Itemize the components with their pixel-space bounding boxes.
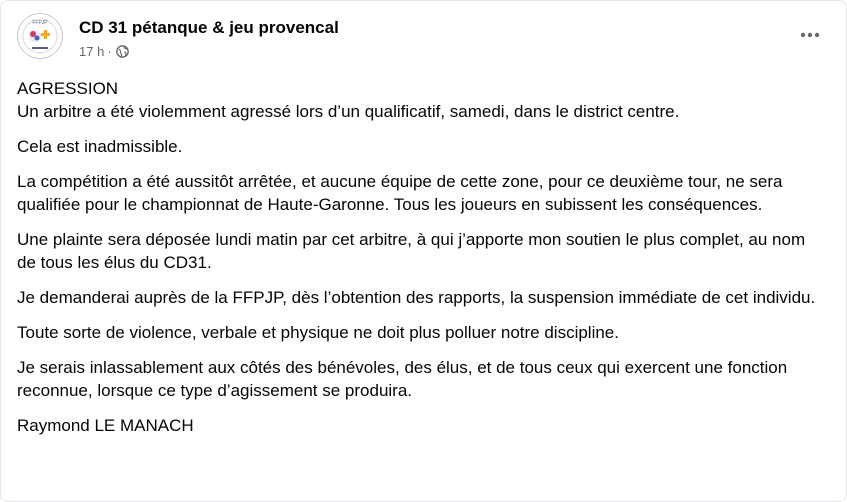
post-paragraph: Toute sorte de violence, verbale et physique ne doit plus polluer notre discipline. (17, 323, 619, 342)
post-paragraph (17, 77, 827, 123)
avatar-logo-text: FFPJP (32, 20, 48, 26)
post-paragraph-text: Un arbitre a été violemment agressé lors d’un qualificatif, samedi, dans le district centre. (17, 102, 680, 121)
post-header (17, 13, 830, 65)
post-signature: Raymond LE MANACH (17, 416, 194, 435)
post-meta (79, 44, 129, 59)
post-paragraph: Je serais inlassablement aux côtés des bénévoles, des élus, et de tous ceux qui exercent une fonction reconnue, lorsque ce type d’agissement se produira. (17, 358, 788, 400)
post-paragraph: Je demanderai auprès de la FFPJP, dès l’obtention des rapports, la suspension immédiate de cet individu. (17, 288, 816, 307)
post-paragraph: La compétition a été aussitôt arrêtée, et aucune équipe de cette zone, pour ce deuxième tour, ne sera qualifiée pour le championnat de Haute-Garonne. Tous les joueurs en subissent les conséquences. (17, 172, 783, 214)
ffpjp-logo-avatar-icon (18, 14, 62, 58)
page-avatar[interactable] (17, 13, 63, 59)
post-paragraph: Cela est inadmissible. (17, 137, 183, 156)
page-name-link[interactable]: CD 31 pétanque & jeu provencal (79, 18, 339, 37)
meta-separator: · (107, 44, 112, 59)
post-paragraph: Une plainte sera déposée lundi matin par cet arbitre, à qui j’apporte mon soutien le plus complet, au nom de tous les élus du CD31. (17, 230, 806, 272)
more-options-icon (800, 32, 820, 38)
post-headline: AGRESSION (17, 79, 119, 98)
more-options-button[interactable] (794, 23, 826, 47)
globe-icon[interactable] (116, 45, 129, 58)
post-timestamp[interactable]: 17 h (79, 44, 105, 59)
post-body (17, 77, 827, 449)
